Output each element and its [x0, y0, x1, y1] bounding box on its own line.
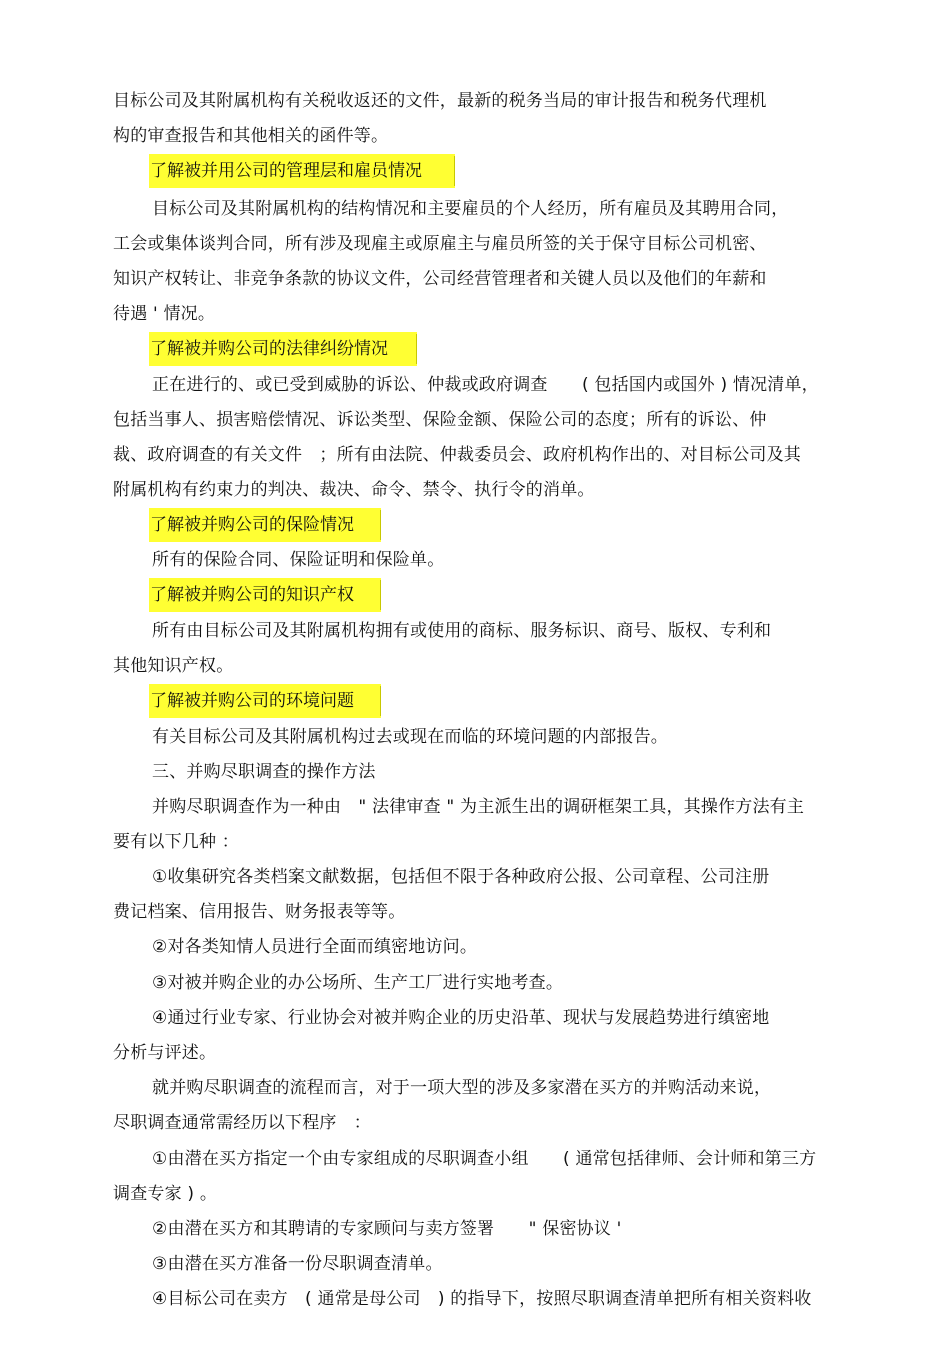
list-item: ③对被并购企业的办公场所、生产工厂进行实地考查。	[152, 973, 564, 993]
body-line: 待遇 ' 情况。	[113, 304, 216, 324]
list-item: ④通过行业专家、行业协会对被并购企业的历史沿革、现状与发展趋势进行缜密地	[152, 1008, 770, 1028]
body-line: 所有的保险合同、保险证明和保险单。	[152, 550, 445, 570]
section-title: 三、并购尽职调查的操作方法	[152, 762, 376, 782]
body-line: 有关目标公司及其附属机构过去或现在而临的环境问题的内部报告。	[152, 727, 668, 747]
list-item: ③由潜在买方准备一份尽职调查清单。	[152, 1254, 443, 1274]
list-item: ②对各类知情人员进行全面而缜密地访问。	[152, 937, 478, 957]
body-line: 尽职调查通常需经历以下程序 ：	[113, 1113, 371, 1133]
section-heading-highlight: 了解被并购公司的知识产权	[149, 578, 381, 612]
section-heading-highlight: 了解被并用公司的管理层和雇员情况	[149, 154, 455, 188]
body-line: 其他知识产权。	[113, 656, 234, 676]
section-heading-highlight: 了解被并购公司的保险情况	[149, 508, 381, 542]
body-line: 裁、政府调查的有关文件 ；所有由法院、仲裁委员会、政府机构作出的、对目标公司及其	[113, 445, 801, 465]
body-line: 附属机构有约束力的判决、裁决、命令、禁令、执行令的消单。	[113, 480, 595, 500]
body-line: 并购尽职调查作为一种由 " 法律审查 " 为主派生出的调研框架工具，其操作方法有主	[152, 797, 805, 817]
body-line: 包括当事人、损害赔偿情况、诉讼类型、保险金额、保险公司的态度；所有的诉讼、仲	[113, 410, 767, 430]
list-item: ②由潜在买方和其聘请的专家顾问与卖方签署 " 保密协议 '	[152, 1219, 622, 1239]
body-line: 就并购尽职调查的流程而言，对于一项大型的涉及多家潜在买方的并购活动来说，	[152, 1078, 772, 1098]
body-line: 正在进行的、或已受到威胁的诉讼、仲裁或政府调查 ( 包括国内或国外 ) 情况清单，	[152, 375, 819, 395]
list-item: ①由潜在买方指定一个由专家组成的尽职调查小组 ( 通常包括律师、会计师和第三方	[152, 1149, 817, 1169]
body-line: 费记档案、信用报告、财务报表等等。	[113, 902, 406, 922]
body-line: 目标公司及其附属机构有关税收返还的文件，最新的税务当局的审计报告和税务代理机	[113, 91, 767, 111]
list-item: ④目标公司在卖方 ( 通常是母公司 ) 的指导下，按照尽职调查清单把所有相关资料收	[152, 1289, 812, 1309]
body-line: 工会或集体谈判合同，所有涉及现雇主或原雇主与雇员所签的关于保守目标公司机密、	[113, 234, 767, 254]
list-item: ①收集研究各类档案文献数据，包括但不限于各种政府公报、公司章程、公司注册	[152, 867, 770, 887]
section-heading-highlight: 了解被并购公司的环境问题	[149, 684, 381, 718]
body-line: 目标公司及其附属机构的结构情况和主要雇员的个人经历，所有雇员及其聘用合同，	[152, 199, 789, 219]
body-line: 要有以下几种 ：	[113, 832, 240, 852]
body-line: 分析与评述。	[113, 1043, 217, 1063]
body-line: 构的审查报告和其他相关的函件等。	[113, 126, 389, 146]
body-line: 所有由目标公司及其附属机构拥有或使用的商标、服务标识、商号、版权、专利和	[152, 621, 772, 641]
body-line: 知识产权转让、非竞争条款的协议文件，公司经营管理者和关键人员以及他们的年薪和	[113, 269, 767, 289]
body-line: 调查专家 ) 。	[113, 1184, 218, 1204]
section-heading-highlight: 了解被并购公司的法律纠纷情况	[149, 332, 417, 366]
